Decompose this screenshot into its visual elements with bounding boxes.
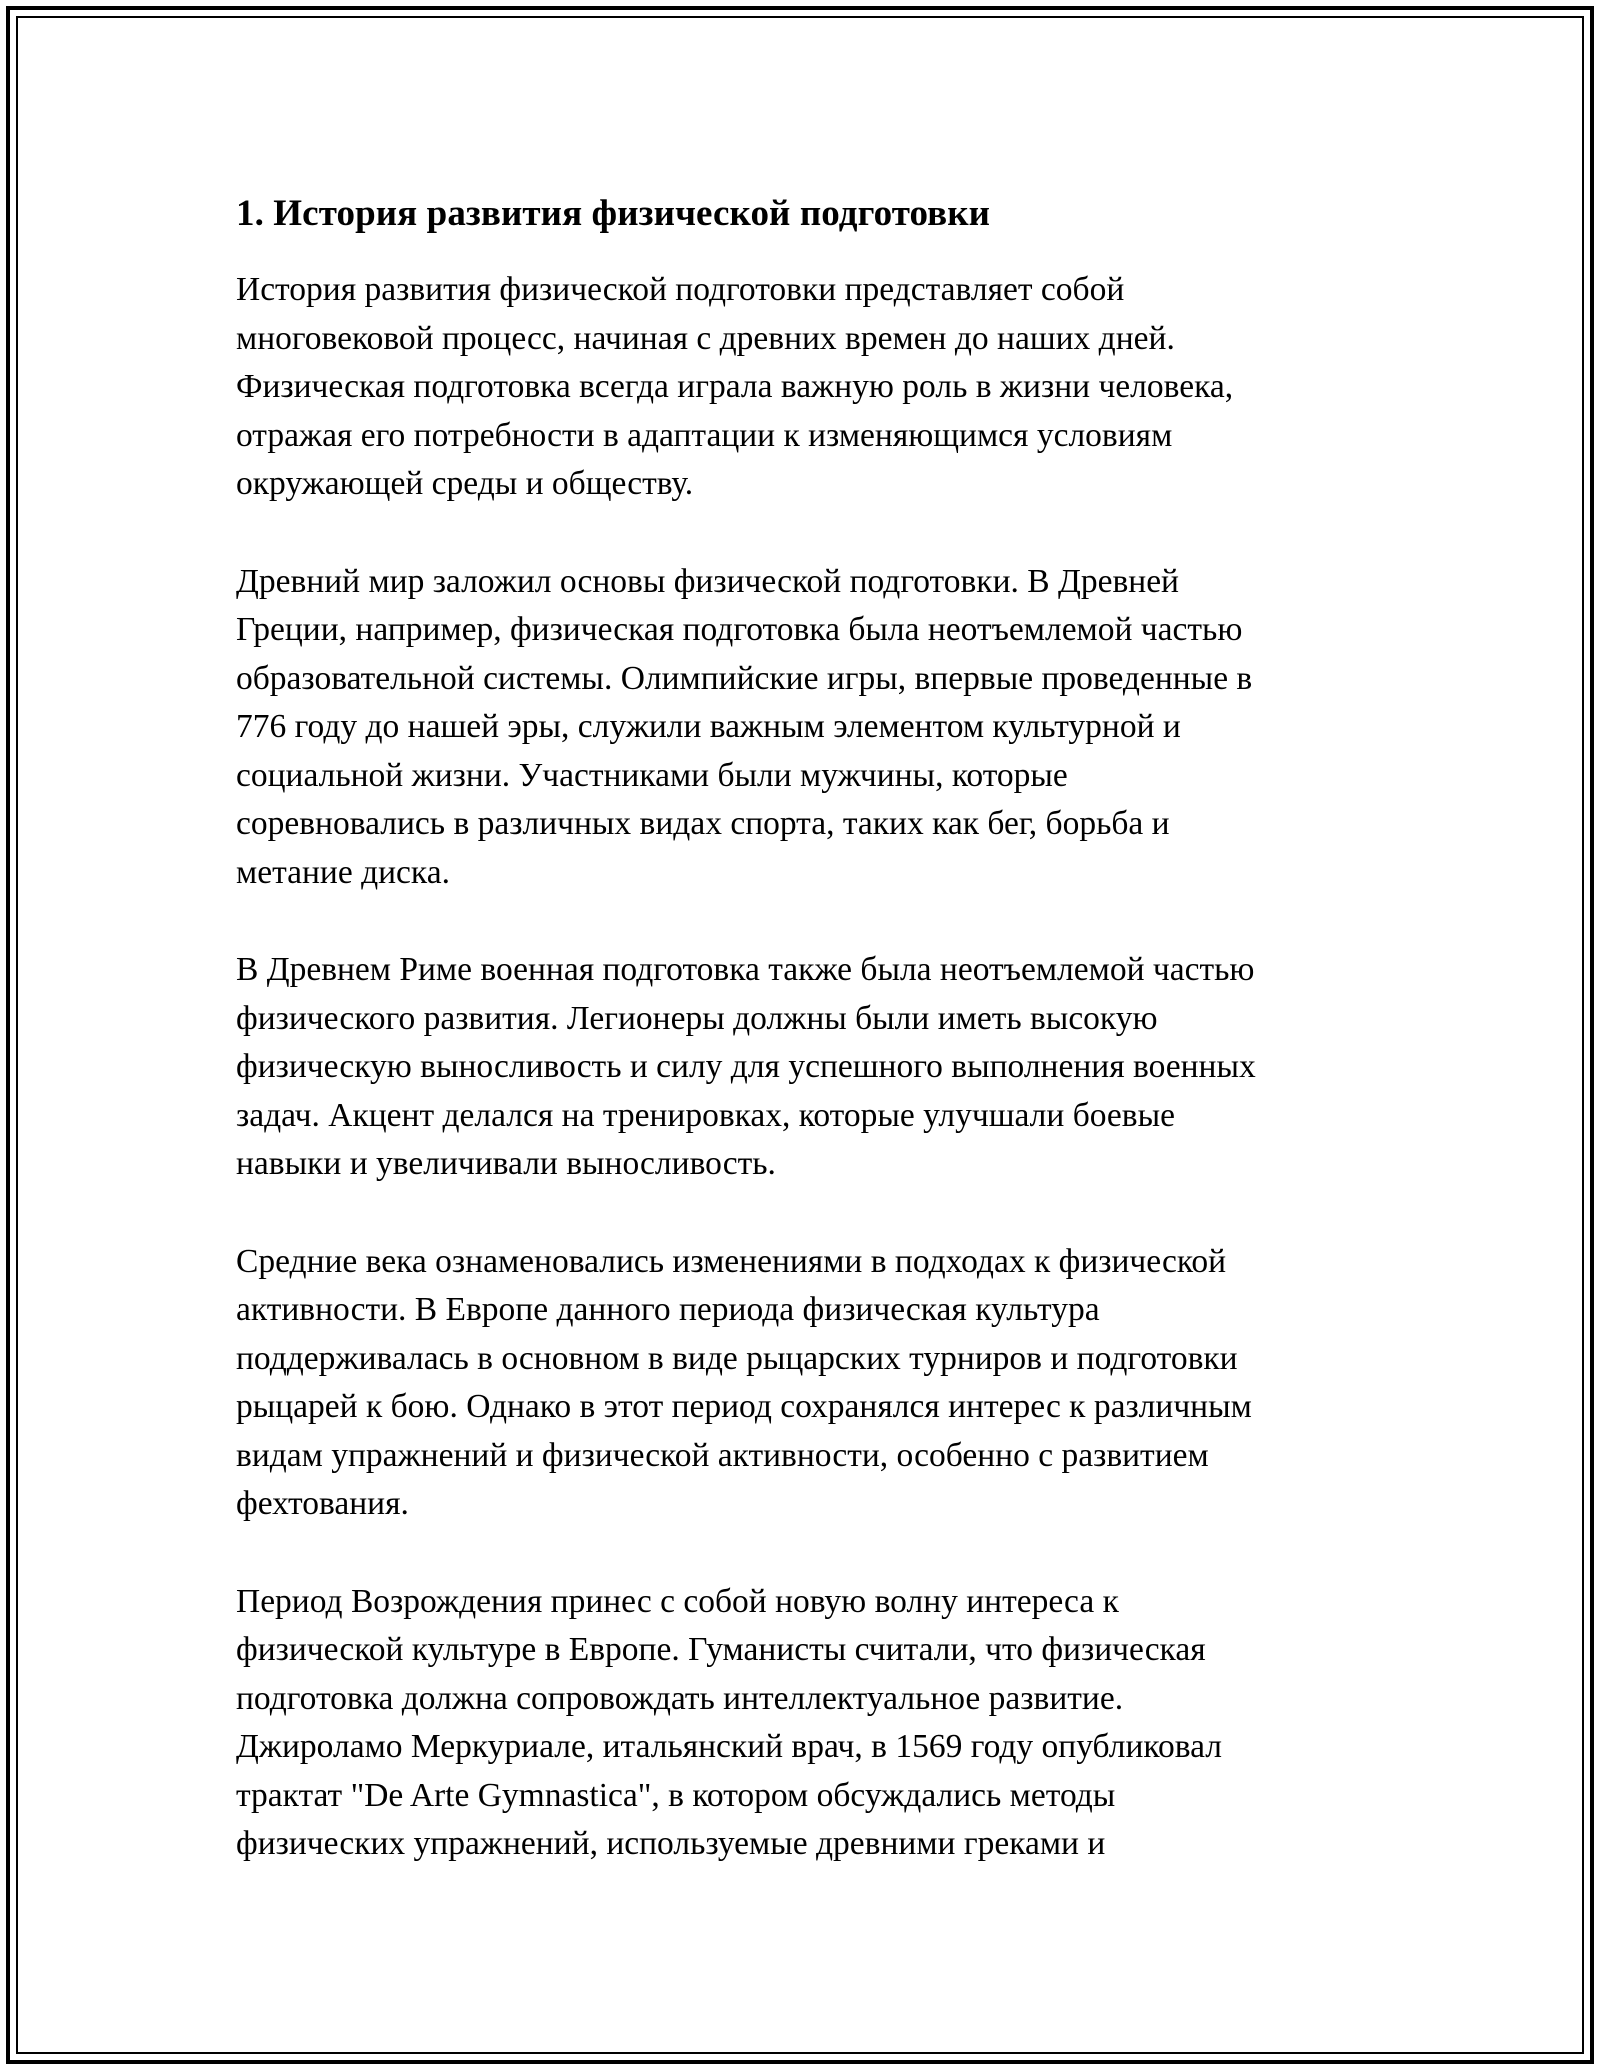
document-body <box>236 186 1366 1918</box>
paragraph-middle-ages: Средние века ознаменовались изменениями в подходах к физической активности. В Европе данного периода физическая культура поддерживалась в основном в виде рыцарских турниров и подготовки рыцарей к бою. Однако в этот период сохранялся интерес к различным видам упражнений и физической активности, особенно с развитием фехтования. <box>236 1242 1252 1522</box>
paragraph-ancient-greece: Древний мир заложил основы физической подготовки. В Древней Греции, например, физическая подготовка была неотъемлемой частью образовательной системы. Олимпийские игры, впервые проведенные в 776 году до нашей эры, служили важным элементом культурной и социальной жизни. Участниками были мужчины, которые соревновались в различных видах спорта, таких как бег, борьба и метание диска. <box>236 562 1253 891</box>
paragraph-ancient-rome: В Древнем Риме военная подготовка также была неотъемлемой частью физического развития. Легионеры должны были иметь высокую физическую выносливость и силу для успешного выполнения военных задач. Акцент делался на тренировках, которые улучшали боевые навыки и увеличивали выносливость. <box>236 951 1256 1182</box>
paragraph-intro: История развития физической подготовки представляет собой многовековой процесс, начиная с древних времен до наших дней. Физическая подготовка всегда играла важную роль в жизни человека, отражая его потребности в адаптации к изменяющимся условиям окружающей среды и обществу. <box>236 271 1234 502</box>
paragraph-renaissance: Период Возрождения принес с собой новую волну интереса к физической культуре в Европе. Гуманисты считали, что физическая подготовка должна сопровождать интеллектуальное развитие. Джироламо Меркуриале, итальянский врач, в 1569 году опубликовал трактат "De Arte Gymnastica", в котором обсуждались методы физических упражнений, используемые древними греками и <box>236 1582 1222 1862</box>
section-heading: 1. История развития физической подготовки <box>236 193 991 234</box>
